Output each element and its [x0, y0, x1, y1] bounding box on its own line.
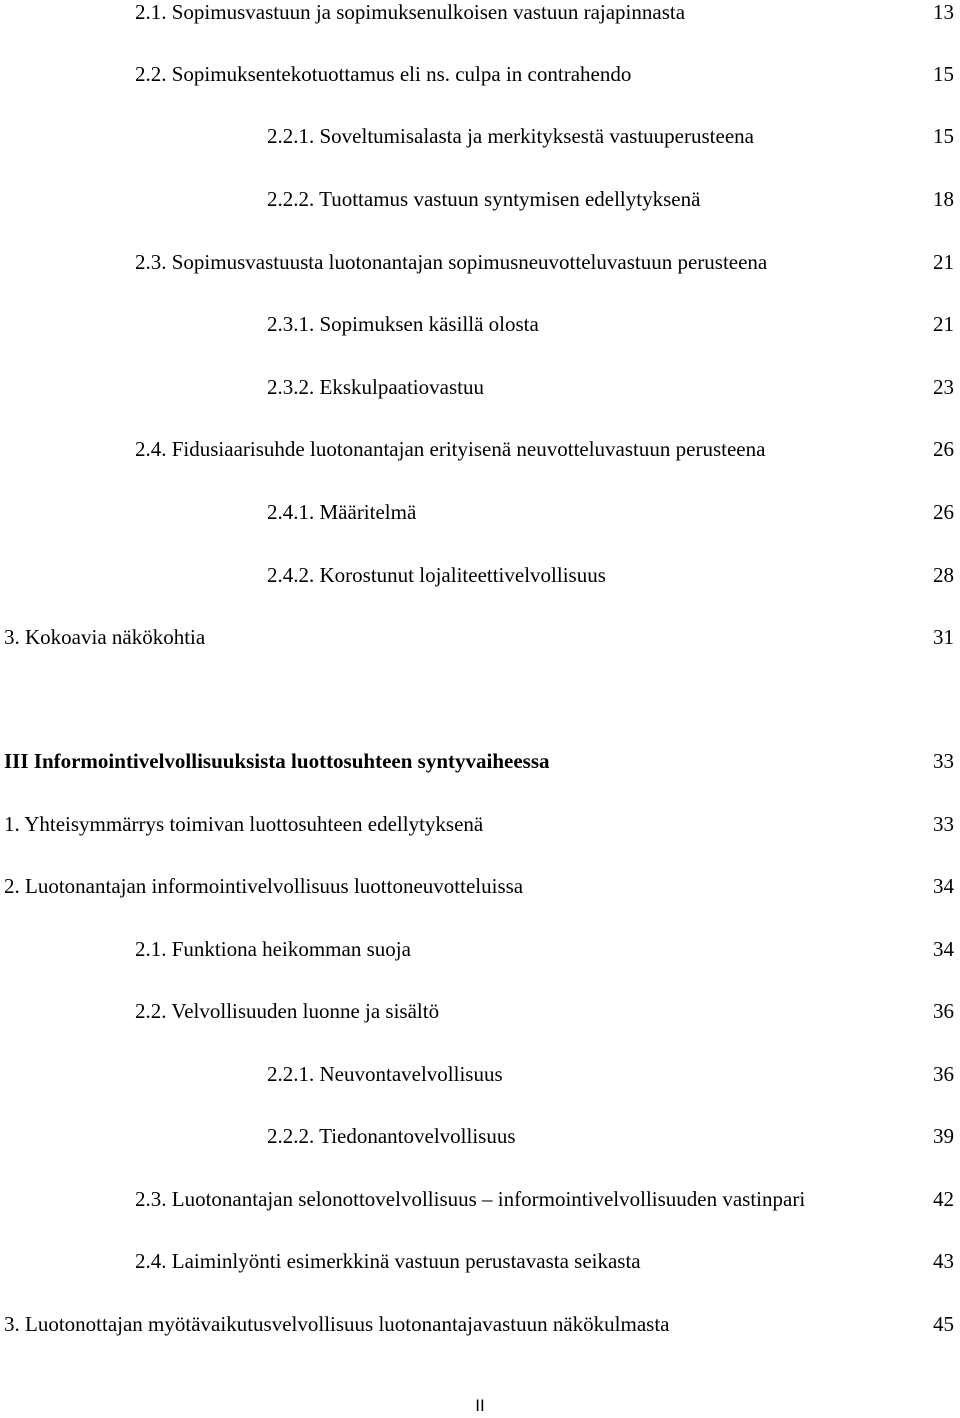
toc-entry-page: 21 [933, 312, 954, 336]
toc-entry-page: 23 [933, 375, 954, 399]
toc-entry-title: 2.2. Sopimuksentekotuottamus eli ns. culpa in contrahendo [135, 62, 632, 86]
toc-entry-title: 2.2. Velvollisuuden luonne ja sisältö [135, 999, 440, 1023]
toc-entry-title: 2.4. Fidusiaarisuhde luotonantajan erityisenä neuvotteluvastuun perusteena [135, 437, 766, 461]
toc-entry-page: 36 [933, 1062, 954, 1086]
toc-entry-page: 33 [933, 812, 954, 836]
toc-entry [0, 934, 960, 964]
toc-entry-title: 2.1. Sopimusvastuun ja sopimuksenulkoisen vastuun rajapinnasta [135, 0, 686, 24]
toc-entry-page: 31 [933, 625, 954, 649]
page-number: II [475, 1396, 485, 1415]
toc-entry [0, 996, 960, 1026]
toc-entry-title: 2.4.1. Määritelmä [267, 500, 417, 524]
toc-entry-page: 33 [933, 749, 954, 773]
toc-entry-title: 2.3. Luotonantajan selonottovelvollisuus – informointivelvollisuuden vastinpari [135, 1187, 806, 1211]
toc-entry [0, 1309, 960, 1339]
toc-entry-page: 15 [933, 124, 954, 148]
toc-entry-title: 2.2.2. Tiedonantovelvollisuus [267, 1124, 516, 1148]
toc-entry [0, 309, 960, 339]
toc-entry-page: 13 [933, 0, 954, 24]
toc-entry-page: 15 [933, 62, 954, 86]
toc-entry-page: 45 [933, 1312, 954, 1336]
toc-entry-page: 42 [933, 1187, 954, 1211]
toc-entry [0, 121, 960, 151]
toc-entry [0, 0, 960, 27]
toc-entry-page: 43 [933, 1249, 954, 1273]
toc-entry-page: 34 [933, 937, 954, 961]
toc-entry [0, 1246, 960, 1276]
toc-entry [0, 497, 960, 527]
toc-entry-page: 26 [933, 500, 954, 524]
toc-entry-title: 2.3. Sopimusvastuusta luotonantajan sopimusneuvotteluvastuun perusteena [135, 250, 768, 274]
toc-entry-title: 2.2.1. Soveltumisalasta ja merkityksestä vastuuperusteena [267, 124, 754, 148]
toc-entry-title: 3. Luotonottajan myötävaikutusvelvollisuus luotonantajavastuun näkökulmasta [4, 1312, 670, 1336]
toc-entry-page: 18 [933, 187, 954, 211]
toc-entry [0, 184, 960, 214]
toc-entry [0, 560, 960, 590]
toc-entry-title: 1. Yhteisymmärrys toimivan luottosuhteen edellytyksenä [4, 812, 484, 836]
toc-entry-title: 2.1. Funktiona heikomman suoja [135, 937, 411, 961]
toc-entry [0, 1059, 960, 1089]
toc-entry-title: 2. Luotonantajan informointivelvollisuus luottoneuvotteluissa [4, 874, 524, 898]
toc-entry [0, 871, 960, 901]
toc-entry-title: 2.4. Laiminlyönti esimerkkinä vastuun perustavasta seikasta [135, 1249, 641, 1273]
toc-entry-title: 2.2.1. Neuvontavelvollisuus [267, 1062, 503, 1086]
toc-entry-page: 34 [933, 874, 954, 898]
toc-entry [0, 59, 960, 89]
toc-entry-page: 28 [933, 563, 954, 587]
toc-entry [0, 247, 960, 277]
toc-entry-title: III Informointivelvollisuuksista luottosuhteen syntyvaiheessa [4, 749, 550, 773]
toc-entry-page: 39 [933, 1124, 954, 1148]
toc-entry-title: 2.2.2. Tuottamus vastuun syntymisen edellytyksenä [267, 187, 701, 211]
toc-entry-title: 2.3.1. Sopimuksen käsillä olosta [267, 312, 539, 336]
toc-entry-title: 3. Kokoavia näkökohtia [4, 625, 206, 649]
toc-entry [0, 1121, 960, 1151]
toc-entry [0, 622, 960, 652]
toc-entry-page: 21 [933, 250, 954, 274]
toc-entry [0, 1184, 960, 1214]
toc-entry-page: 36 [933, 999, 954, 1023]
toc-entry [0, 434, 960, 464]
toc-entry-title: 2.3.2. Ekskulpaatiovastuu [267, 375, 484, 399]
toc-entry [0, 809, 960, 839]
toc-entry [0, 372, 960, 402]
toc-entry-page: 26 [933, 437, 954, 461]
toc-chapter-heading [0, 746, 960, 776]
toc-entry-title: 2.4.2. Korostunut lojaliteettivelvollisuus [267, 563, 606, 587]
